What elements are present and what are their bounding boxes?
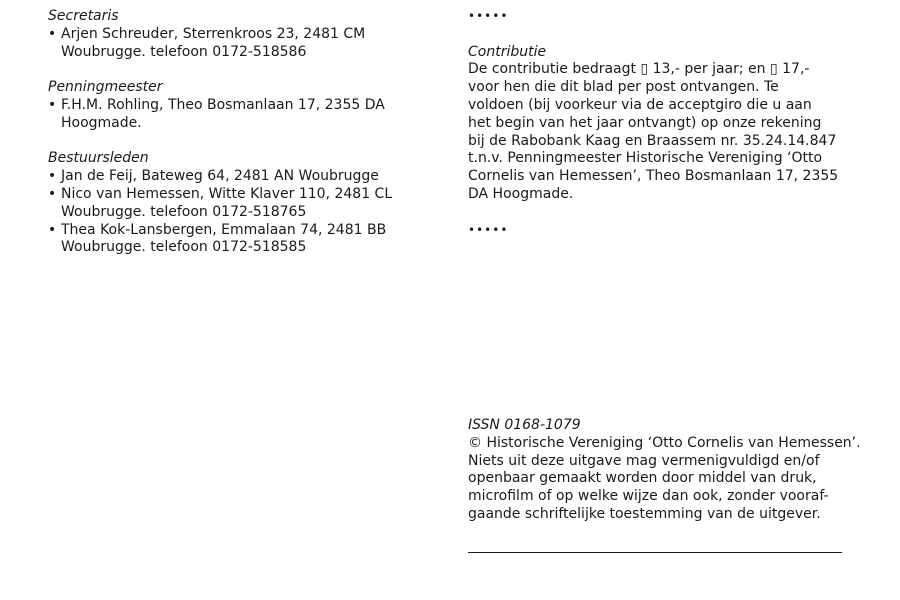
contributie-line: t.n.v. Penningmeester Historische Vereniging ‘Otto — [468, 150, 823, 167]
bestuursleden-list — [48, 168, 428, 257]
bestuurslid-entry — [48, 222, 428, 258]
separator-dots: ••••• — [468, 222, 509, 237]
penningmeester-section — [48, 79, 428, 132]
bottom-rule — [468, 552, 842, 553]
contributie-line: Cornelis van Hemessen’, Theo Bosmanlaan 17, 2355 — [468, 168, 839, 185]
entry-line: Woubrugge. telefoon 0172-518586 — [61, 43, 307, 60]
penningmeester-entry — [48, 97, 428, 133]
penningmeester-heading: Penningmeester — [48, 79, 163, 96]
contributie-line: DA Hoogmade. — [468, 185, 574, 202]
entry-line: Hoogmade. — [61, 114, 142, 131]
secretaris-heading: Secretaris — [48, 8, 119, 24]
bestuurslid-entry — [48, 186, 428, 222]
colophon-section — [468, 417, 868, 524]
colophon-line: microfilm of op welke wijze dan ook, zonder vooraf- — [468, 488, 829, 505]
left-column — [48, 8, 428, 257]
contributie-line: voor hen die dit blad per post ontvangen. Te — [468, 79, 779, 96]
colophon-line: openbaar gemaakt worden door middel van druk, — [468, 470, 817, 487]
entry-line: • Thea Kok-Lansbergen, Emmalaan 74, 2481 BB — [61, 221, 387, 238]
bestuursleden-section — [48, 150, 428, 257]
contributie-section — [468, 44, 848, 204]
colophon-line: Niets uit deze uitgave mag vermenigvuldigd en/of — [468, 452, 820, 469]
secretaris-list — [48, 26, 428, 62]
contributie-heading: Contributie — [468, 43, 547, 60]
entry-line: • Nico van Hemessen, Witte Klaver 110, 2481 CL — [61, 185, 393, 202]
entry-line: Woubrugge. telefoon 0172-518585 — [61, 239, 307, 256]
issn-label: ISSN 0168-1079 — [468, 417, 581, 433]
entry-line: • Jan de Feij, Bateweg 64, 2481 AN Woubrugge — [61, 168, 379, 185]
entry-line: Woubrugge. telefoon 0172-518765 — [61, 203, 307, 220]
secretaris-section — [48, 8, 428, 61]
contributie-line: bij de Rabobank Kaag en Braassem nr. 35.24.14.847 — [468, 132, 837, 149]
contributie-line: het begin van het jaar ontvangt) op onze rekening — [468, 114, 822, 131]
separator-dots: ••••• — [468, 9, 509, 23]
entry-line: • Arjen Schreuder, Sterrenkroos 23, 2481 CM — [61, 25, 366, 42]
contributie-line: voldoen (bij voorkeur via de acceptgiro die u aan — [468, 96, 812, 113]
colophon-line: gaande schriftelijke toestemming van de uitgever. — [468, 505, 821, 522]
bestuursleden-heading: Bestuursleden — [48, 150, 149, 167]
colophon-line: © Historische Vereniging ‘Otto Cornelis van Hemessen’. — [468, 434, 861, 451]
bestuurslid-entry — [48, 168, 428, 186]
entry-line: • F.H.M. Rohling, Theo Bosmanlaan 17, 2355 DA — [61, 96, 385, 113]
right-column — [468, 8, 848, 239]
penningmeester-list — [48, 97, 428, 133]
contributie-line: De contributie bedraagt ▯ 13,- per jaar; en ▯ 17,- — [468, 61, 810, 78]
secretaris-entry — [48, 26, 428, 62]
